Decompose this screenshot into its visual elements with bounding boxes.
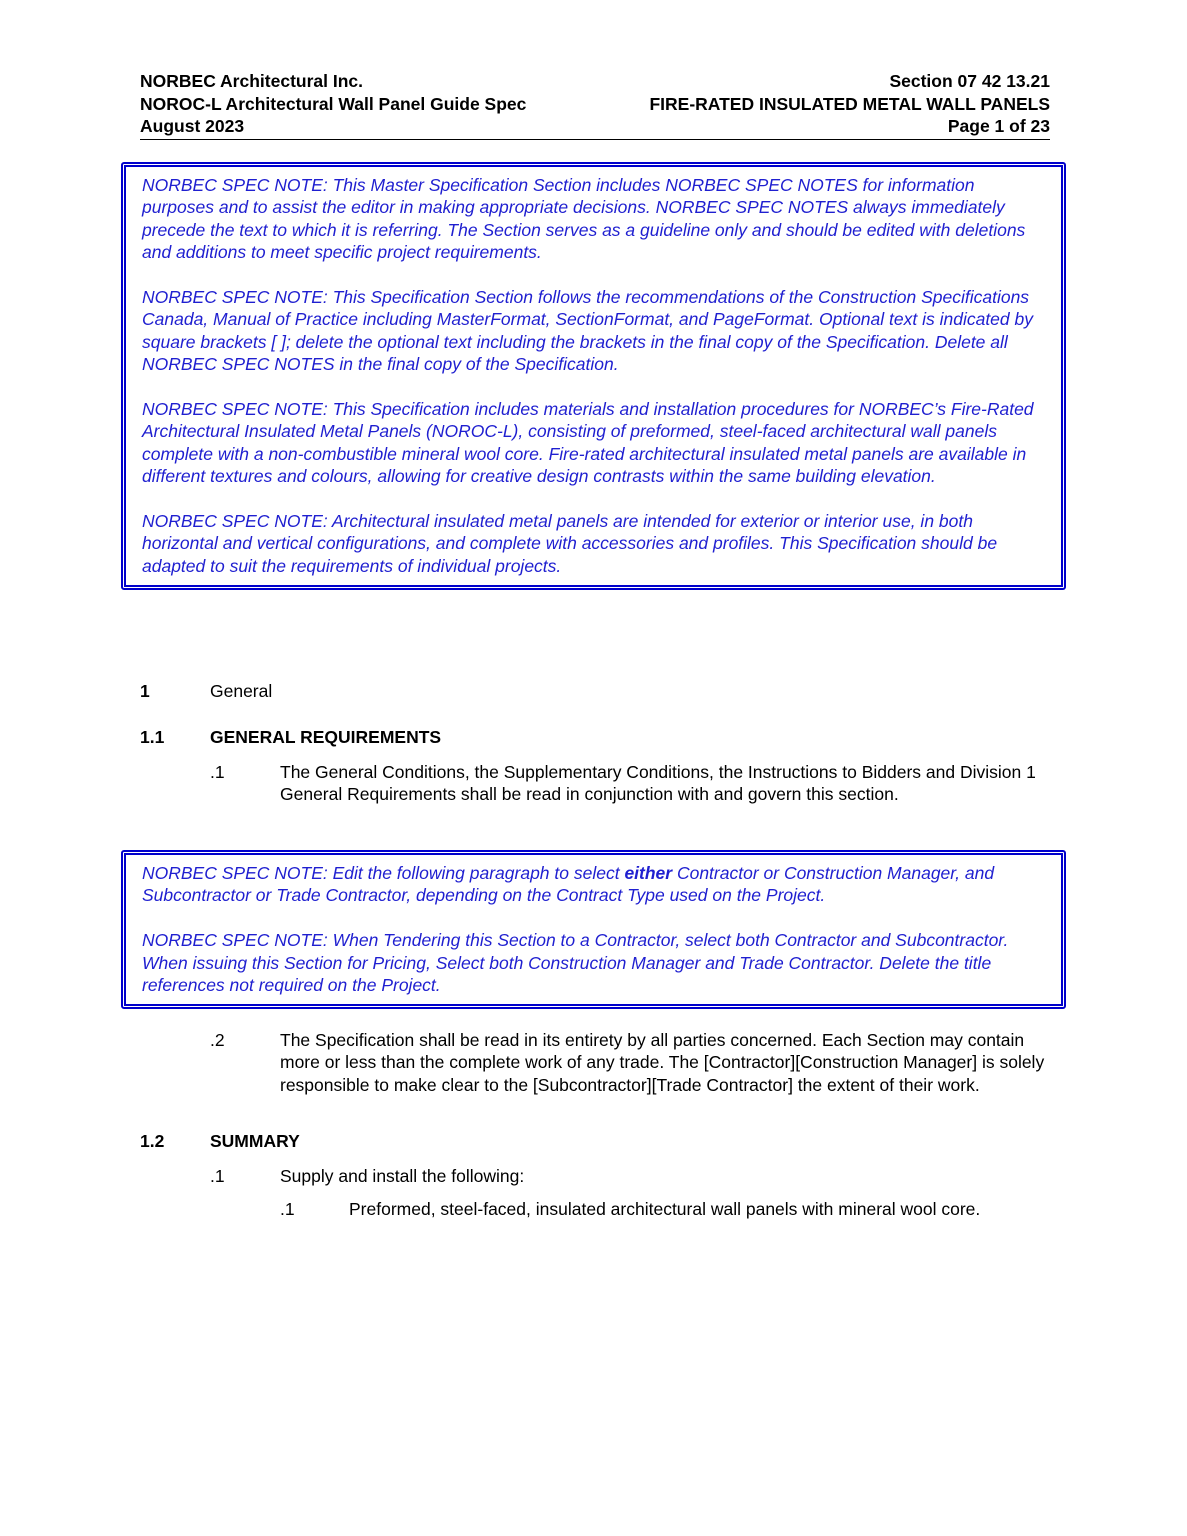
spec-note-box [121, 850, 1066, 1009]
part-title: General [210, 681, 273, 701]
article-title: SUMMARY [210, 1131, 300, 1151]
header-row-3 [140, 115, 1050, 138]
header-row-1 [140, 70, 1050, 93]
document-date: August 2023 [140, 116, 245, 136]
spec-note: NORBEC SPEC NOTE: This Specification Section follows the recommendations of the Construction Specifications Canada, Manual of Practice including MasterFormat, SectionFormat, and PageFormat. Optional text is indicated by square brackets [ ]; delete the optional text including the brackets in the final copy of the Specification. Delete all NORBEC SPEC NOTES in the final copy of the Specification. [142, 287, 1033, 375]
header-row-2 [140, 93, 1050, 116]
spec-note: NORBEC SPEC NOTE: This Specification includes materials and installation procedures for NORBEC’s Fire-Rated Architectural Insulated Metal Panels (NOROC-L), consisting of preformed, steel-faced architectural wall panels complete with a non-combustible mineral wool core. Fire-rated architectural insulated metal panels are available in different textures and colours, allowing for creative design contrasts within the same building elevation. [142, 399, 1034, 487]
paragraph-text: Supply and install the following: [280, 1166, 525, 1186]
article-title: GENERAL REQUIREMENTS [210, 727, 442, 747]
spec-note: NORBEC SPEC NOTE: Edit the following paragraph to select either Contractor or Construction Manager, and Subcontractor or Trade Contractor, depending on the Contract Type used on the Project. [142, 863, 995, 906]
subparagraph-number: .1 [280, 1199, 295, 1219]
page-number: Page 1 of 23 [947, 116, 1050, 136]
emphasis-text: either [624, 863, 673, 883]
spec-note: NORBEC SPEC NOTE: When Tendering this Section to a Contractor, select both Contractor and Subcontractor. When issuing this Section for Pricing, Select both Construction Manager and Trade Contractor. Delete the title references not required on the Project. [142, 930, 1009, 996]
paragraph-number: .1 [210, 762, 225, 782]
subparagraph-text: Preformed, steel-faced, insulated architectural wall panels with mineral wool core. [349, 1199, 981, 1219]
spec-note: NORBEC SPEC NOTE: Architectural insulated metal panels are intended for exterior or interior use, in both horizontal and vertical configurations, and complete with accessories and profiles. This Specification should be adapted to suit the requirements of individual projects. [142, 511, 998, 576]
company-name: NORBEC Architectural Inc. [140, 71, 364, 91]
spec-note-box [121, 162, 1066, 590]
spec-note: NORBEC SPEC NOTE: This Master Specification Section includes NORBEC SPEC NOTES for information purposes and to assist the editor in making appropriate decisions. NORBEC SPEC NOTES always immediately precede the text to which it is referring. The Section serves as a guideline only and should be edited with deletions and additions to meet specific project requirements. [142, 175, 1026, 263]
guide-title: NOROC-L Architectural Wall Panel Guide Spec [140, 93, 527, 114]
paragraph-text: The Specification shall be read in its entirety by all parties concerned. Each Section may contain more or less than the complete work of any trade. The [Contractor][Construction Manager] is solely responsible to make clear to the [Subcontractor][Trade Contractor] the extent of their work. [280, 1030, 1045, 1095]
part-number: 1 [140, 681, 150, 701]
paragraph-number: .2 [210, 1030, 225, 1050]
article-number: 1.2 [140, 1131, 165, 1151]
page-header [140, 70, 1050, 140]
section-number: Section 07 42 13.21 [889, 71, 1050, 91]
paragraph-text: The General Conditions, the Supplementary Conditions, the Instructions to Bidders and Division 1 General Requirements shall be read in conjunction with and govern this section. [280, 762, 1036, 805]
paragraph-number: .1 [210, 1166, 225, 1186]
section-title: FIRE-RATED INSULATED METAL WALL PANELS [649, 93, 1050, 114]
article-number: 1.1 [140, 727, 165, 747]
